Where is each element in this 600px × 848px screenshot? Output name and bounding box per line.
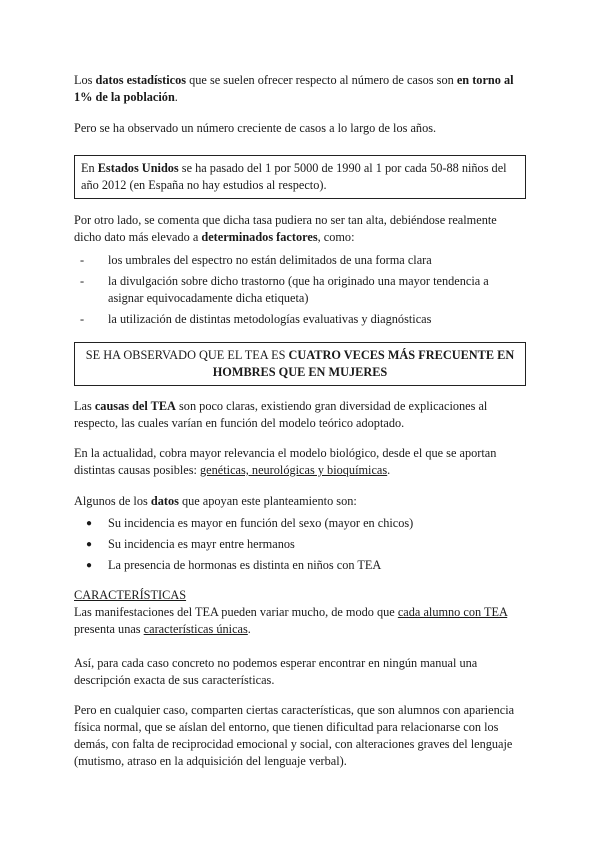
list-item: - los umbrales del espectro no están delimitados de una forma clara [80, 253, 432, 267]
paragraph-no-manual: Así, para cada caso concreto no podemos esperar encontrar en ningún manual una descripción exacta de sus características. [74, 656, 478, 687]
data-list [74, 515, 526, 578]
paragraph-increase: Pero se ha observado un número creciente de casos a lo largo de los años. [74, 121, 437, 135]
paragraph-causes: Las causas del TEA son poco claras, existiendo gran diversidad de explicaciones al respecto, las cuales varían en función del modelo teórico adoptado. [74, 399, 488, 430]
boxed-note-usa: En Estados Unidos se ha pasado del 1 por 5000 de 1990 al 1 por cada 50-88 niños del año 2012 (en España no hay estudios al respecto). [74, 155, 526, 199]
paragraph-manifestations: Las manifestaciones del TEA pueden variar mucho, de modo que cada alumno con TEA presenta unas características únicas. [74, 605, 508, 636]
list-item: ● Su incidencia es mayr entre hermanos [86, 537, 295, 551]
paragraph-statistics: Los datos estadísticos que se suelen ofrecer respecto al número de casos son en torno al 1% de la población. [74, 73, 514, 104]
list-item: - la utilización de distintas metodologías evaluativas y diagnósticas [80, 312, 432, 326]
factors-list [74, 252, 526, 332]
bullet-icon: ● [86, 518, 93, 529]
paragraph-other-factors: Por otro lado, se comenta que dicha tasa pudiera no ser tan alta, debiéndose realmente dicho dato más elevado a determinados factores, como: [74, 213, 497, 244]
list-item: - la divulgación sobre dicho trastorno (que ha originado una mayor tendencia a asignar equivocadamente dicha etiqueta) [80, 274, 489, 305]
paragraph-biological-model: En la actualidad, cobra mayor relevancia el modelo biológico, desde el que se aportan distintas causas posibles: genéticas, neurológicas y bioquímicas. [74, 446, 497, 477]
list-item: ● La presencia de hormonas es distinta en niños con TEA [86, 558, 382, 572]
boxed-callout-frequency: SE HA OBSERVADO QUE EL TEA ES CUATRO VECES MÁS FRECUENTE EN HOMBRES QUE EN MUJERES [74, 342, 526, 386]
section-heading-characteristics: CARACTERÍSTICAS [74, 588, 187, 602]
paragraph-shared-characteristics: Pero en cualquier caso, comparten ciertas características, que son alumnos con apariencia física normal, que se aíslan del entorno, que tienen dificultad para relacionarse con los demás, con falta de reciprocidad emocional y social, con alteraciones graves del lenguaje (mutismo, atraso en la adquisición del lenguaje verbal). [74, 703, 515, 768]
bullet-icon: ● [86, 539, 93, 550]
paragraph-data-intro: Algunos de los datos que apoyan este planteamiento son: [74, 494, 357, 508]
list-item: ● Su incidencia es mayor en función del sexo (mayor en chicos) [86, 516, 414, 530]
bullet-icon: ● [86, 560, 93, 571]
